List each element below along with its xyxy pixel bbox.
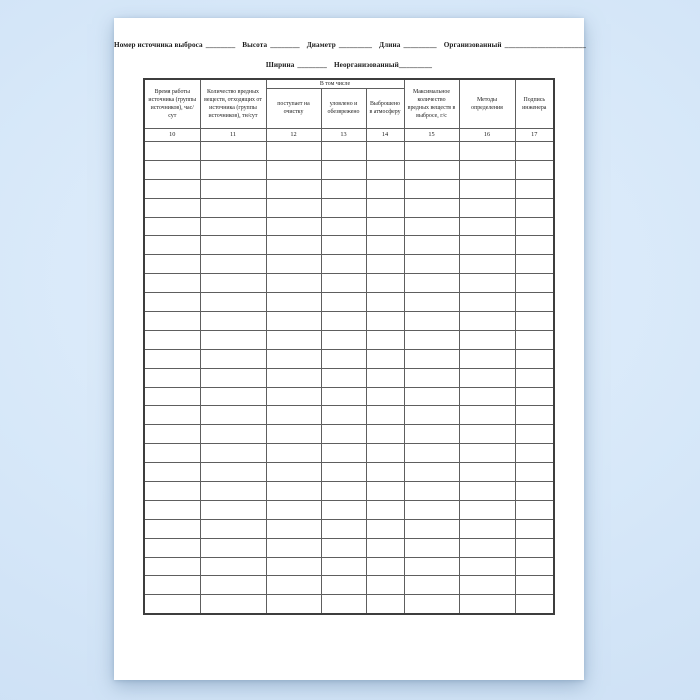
empty-cell [459,142,515,161]
empty-cell [200,312,266,331]
empty-cell [515,217,554,236]
empty-cell [404,576,459,595]
empty-cell [144,519,200,538]
empty-cell [366,142,404,161]
empty-cell [366,312,404,331]
empty-cell [459,482,515,501]
empty-cell [515,312,554,331]
table-row [144,349,554,368]
empty-cell [266,198,321,217]
empty-cell [200,217,266,236]
empty-cell [366,444,404,463]
empty-cell [266,406,321,425]
empty-cell [200,198,266,217]
empty-cell [266,557,321,576]
empty-cell [200,425,266,444]
empty-cell [266,500,321,519]
empty-cell [144,576,200,595]
empty-cell [366,425,404,444]
empty-cell [144,368,200,387]
empty-cell [200,519,266,538]
empty-cell [366,519,404,538]
empty-cell [515,330,554,349]
empty-cell [404,312,459,331]
empty-cell [144,406,200,425]
field-diameter [307,41,372,49]
empty-cell [144,500,200,519]
table-row [144,406,554,425]
field-height [242,41,299,49]
field-label: Высота [242,41,268,49]
empty-cell [459,538,515,557]
field-label: Длина [379,41,401,49]
empty-cell [515,368,554,387]
empty-cell [266,387,321,406]
empty-cell [200,387,266,406]
column-header-methods: Методы определения [459,79,515,129]
empty-cell [200,444,266,463]
column-header-work-time: Время работы источника (группы источников), час/сут [144,79,200,129]
empty-cell [200,330,266,349]
empty-cell [366,236,404,255]
column-group-header-including: В том числе [266,79,404,89]
empty-cell [144,463,200,482]
empty-cell [321,255,366,274]
column-number: 10 [144,129,200,142]
table-row [144,538,554,557]
column-number: 17 [515,129,554,142]
table-row [144,595,554,614]
empty-cell [515,236,554,255]
empty-cell [366,595,404,614]
empty-cell [459,387,515,406]
empty-cell [266,444,321,463]
table-row [144,217,554,236]
empty-cell [144,482,200,501]
table-row [144,519,554,538]
table-row [144,142,554,161]
empty-cell [404,330,459,349]
empty-cell [404,236,459,255]
empty-cell [321,368,366,387]
empty-cell [321,519,366,538]
column-number: 12 [266,129,321,142]
empty-cell [515,387,554,406]
table-row [144,387,554,406]
empty-cell [459,349,515,368]
empty-cell [200,236,266,255]
empty-cell [144,160,200,179]
table-row [144,482,554,501]
empty-cell [321,236,366,255]
empty-cell [515,576,554,595]
empty-cell [321,463,366,482]
empty-cell [321,482,366,501]
emissions-table [143,78,555,615]
empty-cell [515,425,554,444]
empty-cell [459,293,515,312]
empty-cell [515,463,554,482]
empty-cell [321,387,366,406]
empty-cell [144,595,200,614]
empty-cell [515,406,554,425]
empty-cell [459,160,515,179]
empty-cell [266,425,321,444]
empty-cell [515,519,554,538]
table-column-number-row [144,129,554,142]
empty-cell [266,142,321,161]
empty-cell [515,349,554,368]
empty-cell [366,330,404,349]
empty-cell [404,500,459,519]
table-row [144,274,554,293]
column-header-signature: Подпись инженера [515,79,554,129]
field-label: Организованный [443,41,502,49]
empty-cell [404,538,459,557]
empty-cell [144,255,200,274]
empty-cell [321,160,366,179]
empty-cell [404,198,459,217]
empty-cell [366,368,404,387]
empty-cell [321,217,366,236]
empty-cell [366,179,404,198]
empty-cell [459,576,515,595]
table-row [144,330,554,349]
table-group-header-row [144,79,554,89]
empty-cell [515,595,554,614]
empty-cell [459,198,515,217]
form-header-line-2 [114,61,584,69]
empty-cell [200,406,266,425]
empty-cell [404,293,459,312]
empty-cell [515,557,554,576]
field-label: Неорганизованный [333,61,399,69]
empty-cell [366,482,404,501]
empty-cell [404,160,459,179]
empty-cell [266,179,321,198]
empty-cell [459,255,515,274]
empty-cell [459,330,515,349]
empty-cell [515,198,554,217]
empty-cell [321,444,366,463]
field-label: Ширина [265,61,295,69]
empty-cell [144,557,200,576]
column-header-captured: уловлено и обезврежено [321,89,366,129]
empty-cell [266,595,321,614]
empty-cell [321,274,366,293]
empty-cell [366,406,404,425]
empty-cell [515,444,554,463]
empty-cell [459,425,515,444]
empty-cell [200,160,266,179]
table-row [144,557,554,576]
field-unorganized [334,61,432,69]
empty-cell [200,482,266,501]
empty-cell [515,255,554,274]
empty-cell [459,236,515,255]
empty-cell [404,406,459,425]
table-row [144,179,554,198]
empty-cell [404,444,459,463]
empty-cell [200,368,266,387]
column-header-emitted: Выброшено в атмосферу [366,89,404,129]
empty-cell [459,274,515,293]
table-row [144,236,554,255]
empty-cell [515,500,554,519]
empty-cell [144,425,200,444]
empty-cell [266,330,321,349]
empty-cell [321,198,366,217]
empty-cell [459,557,515,576]
empty-cell [459,179,515,198]
field-blank-line: _________ [398,61,433,69]
table-row [144,500,554,519]
empty-cell [515,293,554,312]
empty-cell [266,160,321,179]
field-blank-line: _________ [403,41,437,49]
empty-cell [200,557,266,576]
empty-cell [200,293,266,312]
column-header-max-amount: Максимальное количество вредных веществ в выбросе, г/с [404,79,459,129]
empty-cell [515,160,554,179]
table-row [144,312,554,331]
empty-cell [266,255,321,274]
table-empty-rows [144,142,554,614]
field-blank-line: ________ [297,61,327,69]
table-row [144,255,554,274]
empty-cell [321,406,366,425]
empty-cell [144,179,200,198]
empty-cell [144,217,200,236]
empty-cell [404,179,459,198]
empty-cell [515,482,554,501]
empty-cell [321,538,366,557]
empty-cell [144,142,200,161]
empty-cell [144,293,200,312]
empty-cell [459,406,515,425]
empty-cell [144,274,200,293]
empty-cell [366,500,404,519]
table-row [144,160,554,179]
empty-cell [266,576,321,595]
column-number: 16 [459,129,515,142]
empty-cell [404,217,459,236]
empty-cell [404,482,459,501]
table-row [144,368,554,387]
empty-cell [144,538,200,557]
table-row [144,293,554,312]
empty-cell [366,293,404,312]
empty-cell [515,142,554,161]
empty-cell [404,557,459,576]
empty-cell [144,236,200,255]
empty-cell [321,312,366,331]
empty-cell [321,179,366,198]
field-label: Номер источника выброса [114,41,203,49]
empty-cell [144,349,200,368]
empty-cell [459,500,515,519]
empty-cell [266,274,321,293]
empty-cell [404,519,459,538]
empty-cell [404,255,459,274]
table-row [144,463,554,482]
empty-cell [404,349,459,368]
empty-cell [366,538,404,557]
column-number: 13 [321,129,366,142]
empty-cell [404,274,459,293]
empty-cell [366,198,404,217]
empty-cell [321,330,366,349]
table-row [144,425,554,444]
empty-cell [266,349,321,368]
column-header-substance-amount: Количество вредных веществ, отходящих от источника (группы источников), тн/сут [200,79,266,129]
empty-cell [459,368,515,387]
empty-cell [404,595,459,614]
empty-cell [515,274,554,293]
field-blank-line: ______________________ [504,41,586,49]
empty-cell [200,349,266,368]
empty-cell [144,387,200,406]
empty-cell [266,236,321,255]
empty-cell [366,217,404,236]
field-blank-line: ________ [205,41,236,49]
empty-cell [200,576,266,595]
empty-cell [200,255,266,274]
form-header-line-1 [114,41,584,49]
empty-cell [366,349,404,368]
empty-cell [266,482,321,501]
empty-cell [366,160,404,179]
empty-cell [200,500,266,519]
empty-cell [459,463,515,482]
empty-cell [459,444,515,463]
empty-cell [366,557,404,576]
empty-cell [144,198,200,217]
empty-cell [459,519,515,538]
empty-cell [144,330,200,349]
table-row [144,444,554,463]
column-number: 15 [404,129,459,142]
empty-cell [321,425,366,444]
empty-cell [515,179,554,198]
field-width [266,61,327,69]
field-organized [444,41,586,49]
empty-cell [366,255,404,274]
empty-cell [515,538,554,557]
empty-cell [459,217,515,236]
empty-cell [200,538,266,557]
empty-cell [321,557,366,576]
empty-cell [404,425,459,444]
empty-cell [459,312,515,331]
empty-cell [321,576,366,595]
empty-cell [404,463,459,482]
empty-cell [266,368,321,387]
table-row [144,198,554,217]
empty-cell [266,519,321,538]
empty-cell [266,538,321,557]
empty-cell [266,463,321,482]
empty-cell [266,217,321,236]
empty-cell [200,142,266,161]
empty-cell [321,500,366,519]
empty-cell [144,312,200,331]
empty-cell [266,293,321,312]
field-label: Диаметр [306,41,336,49]
empty-cell [200,463,266,482]
field-source-number [114,41,235,49]
table-row [144,576,554,595]
empty-cell [321,293,366,312]
empty-cell [459,595,515,614]
empty-cell [321,595,366,614]
empty-cell [321,142,366,161]
form-page [114,18,584,680]
empty-cell [266,312,321,331]
empty-cell [366,274,404,293]
empty-cell [366,463,404,482]
empty-cell [366,576,404,595]
empty-cell [321,349,366,368]
field-length [379,41,437,49]
empty-cell [200,179,266,198]
empty-cell [200,595,266,614]
empty-cell [200,274,266,293]
column-number: 11 [200,129,266,142]
empty-cell [404,368,459,387]
empty-cell [366,387,404,406]
empty-cell [144,444,200,463]
field-blank-line: ________ [270,41,300,49]
column-number: 14 [366,129,404,142]
column-header-to-treatment: поступает на очистку [266,89,321,129]
empty-cell [404,387,459,406]
field-blank-line: _________ [338,41,373,49]
empty-cell [404,142,459,161]
